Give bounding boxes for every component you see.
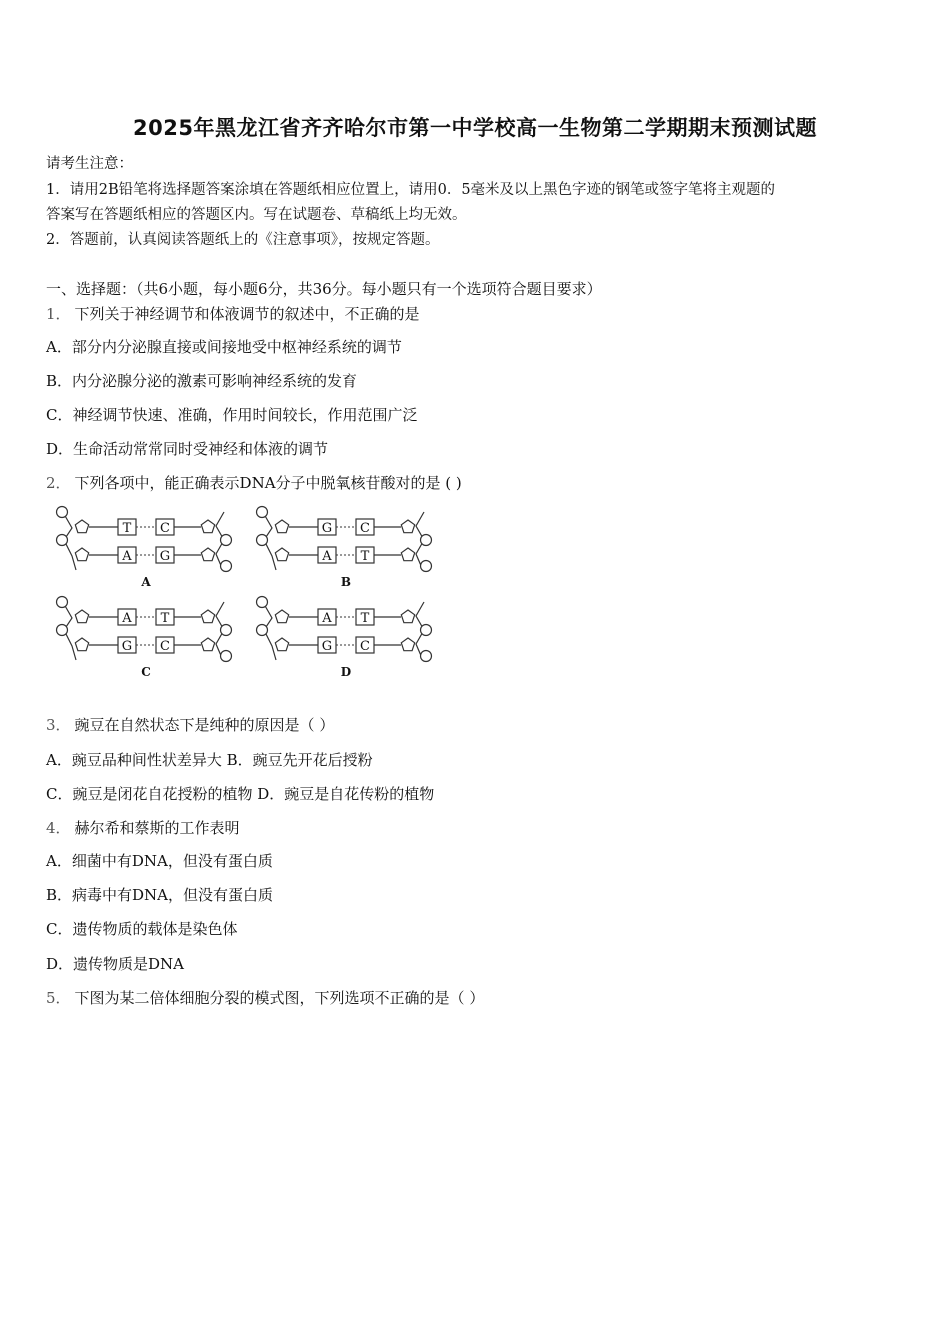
base-letter: C <box>360 639 370 654</box>
deoxyribose-pentagon <box>201 638 214 651</box>
phosphate-circle <box>257 597 268 608</box>
base-letter: G <box>159 549 171 564</box>
phosphate-circle <box>57 625 68 636</box>
deoxyribose-pentagon <box>401 548 414 561</box>
question-2-stem: 下列各项中，能正确表示DNA分子中脱氧核苷酸对的是 ( ) <box>74 474 462 492</box>
deoxyribose-pentagon <box>275 610 288 623</box>
question-3-number: 3． <box>46 716 71 734</box>
base-letter: A <box>322 549 332 564</box>
phosphate-circle <box>221 535 232 546</box>
phosphate-circle <box>421 625 432 636</box>
question-2-number: 2． <box>46 474 71 492</box>
dna-panel-d <box>257 597 432 680</box>
base-letter: A <box>322 611 332 626</box>
question-1-option-d: D．生命活动常常同时受神经和体液的调节 <box>46 440 329 458</box>
deoxyribose-pentagon <box>75 520 88 533</box>
base-letter: C <box>360 521 370 536</box>
base-letter: T <box>360 549 370 564</box>
question-1-stem: 下列关于神经调节和体液调节的叙述中，不正确的是 <box>74 305 420 323</box>
phosphate-circle <box>421 535 432 546</box>
phosphate-circle <box>257 535 268 546</box>
question-4-option-d: D．遗传物质是DNA <box>46 955 185 973</box>
deoxyribose-pentagon <box>75 610 88 623</box>
panel-label: A <box>141 575 151 589</box>
dna-panel-c <box>57 597 232 680</box>
panel-label: C <box>141 665 151 679</box>
phosphate-circle <box>421 561 432 572</box>
base-letter: G <box>121 639 133 654</box>
deoxyribose-pentagon <box>201 548 214 561</box>
question-3-options-cd: C．豌豆是闭花自花授粉的植物 D．豌豆是自花传粉的植物 <box>46 785 435 803</box>
notice-item-1-line-2: 答案写在答题纸相应的答题区内。写在试题卷、草稿纸上均无效。 <box>46 207 467 223</box>
base-letter: G <box>321 521 333 536</box>
dna-pair-diagram <box>46 500 436 684</box>
phosphate-circle <box>257 625 268 636</box>
deoxyribose-pentagon <box>201 610 214 623</box>
base-letter: G <box>321 639 333 654</box>
page-title: 2025年黑龙江省齐齐哈尔市第一中学校高一生物第二学期期末预测试题 <box>133 116 817 140</box>
question-1-option-a: A．部分内分泌腺直接或间接地受中枢神经系统的调节 <box>46 338 402 356</box>
question-1-option-c: C．神经调节快速、准确，作用时间较长，作用范围广泛 <box>46 406 418 424</box>
notice-item-1-line-1: 1．请用2B铅笔将选择题答案涂填在答题纸相应位置上，请用0．5毫米及以上黑色字迹的钢笔或签字笔将主观题的 <box>46 182 776 198</box>
question-3-stem: 豌豆在自然状态下是纯种的原因是（ ） <box>74 716 335 734</box>
dna-panel-b <box>257 507 432 590</box>
question-5 <box>46 987 484 1008</box>
question-5-stem: 下图为某二倍体细胞分裂的模式图，下列选项不正确的是（ ） <box>74 989 485 1007</box>
deoxyribose-pentagon <box>275 520 288 533</box>
question-5-number: 5． <box>46 989 71 1007</box>
question-4 <box>46 817 240 838</box>
panel-label: D <box>340 665 352 679</box>
question-4-number: 4． <box>46 819 71 837</box>
question-3-options-ab: A．豌豆品种间性状差异大 B．豌豆先开花后授粉 <box>46 751 373 769</box>
phosphate-circle <box>257 507 268 518</box>
base-letter: A <box>122 611 132 626</box>
question-4-option-a: A．细菌中有DNA，但没有蛋白质 <box>46 852 273 870</box>
question-4-stem: 赫尔希和蔡斯的工作表明 <box>74 819 240 837</box>
deoxyribose-pentagon <box>275 638 288 651</box>
notice-item-2: 2．答题前，认真阅读答题纸上的《注意事项》，按规定答题。 <box>46 232 440 248</box>
base-letter: T <box>160 611 170 626</box>
phosphate-circle <box>221 651 232 662</box>
phosphate-circle <box>221 561 232 572</box>
question-1-option-b: B．内分泌腺分泌的激素可影响神经系统的发育 <box>46 372 358 390</box>
deoxyribose-pentagon <box>275 548 288 561</box>
base-letter: T <box>122 521 132 536</box>
deoxyribose-pentagon <box>401 638 414 651</box>
question-2 <box>46 472 462 493</box>
phosphate-circle <box>57 597 68 608</box>
question-4-option-b: B．病毒中有DNA，但没有蛋白质 <box>46 886 274 904</box>
phosphate-circle <box>57 535 68 546</box>
question-4-option-c: C．遗传物质的载体是染色体 <box>46 920 238 938</box>
panel-label: B <box>340 575 352 589</box>
deoxyribose-pentagon <box>401 610 414 623</box>
deoxyribose-pentagon <box>75 638 88 651</box>
base-letter: T <box>360 611 370 626</box>
dna-pair-figure <box>46 500 436 684</box>
phosphate-circle <box>221 625 232 636</box>
dna-panel-a <box>57 507 232 590</box>
question-3 <box>46 714 334 735</box>
question-1-number: 1． <box>46 305 71 323</box>
deoxyribose-pentagon <box>201 520 214 533</box>
base-letter: A <box>122 549 132 564</box>
section-heading: 一、选择题：（共6小题，每小题6分，共36分。每小题只有一个选项符合题目要求） <box>46 280 602 298</box>
deoxyribose-pentagon <box>75 548 88 561</box>
base-letter: C <box>160 639 170 654</box>
notice-heading: 请考生注意： <box>46 156 133 172</box>
question-1 <box>46 303 420 324</box>
phosphate-circle <box>421 651 432 662</box>
base-letter: C <box>160 521 170 536</box>
deoxyribose-pentagon <box>401 520 414 533</box>
phosphate-circle <box>57 507 68 518</box>
